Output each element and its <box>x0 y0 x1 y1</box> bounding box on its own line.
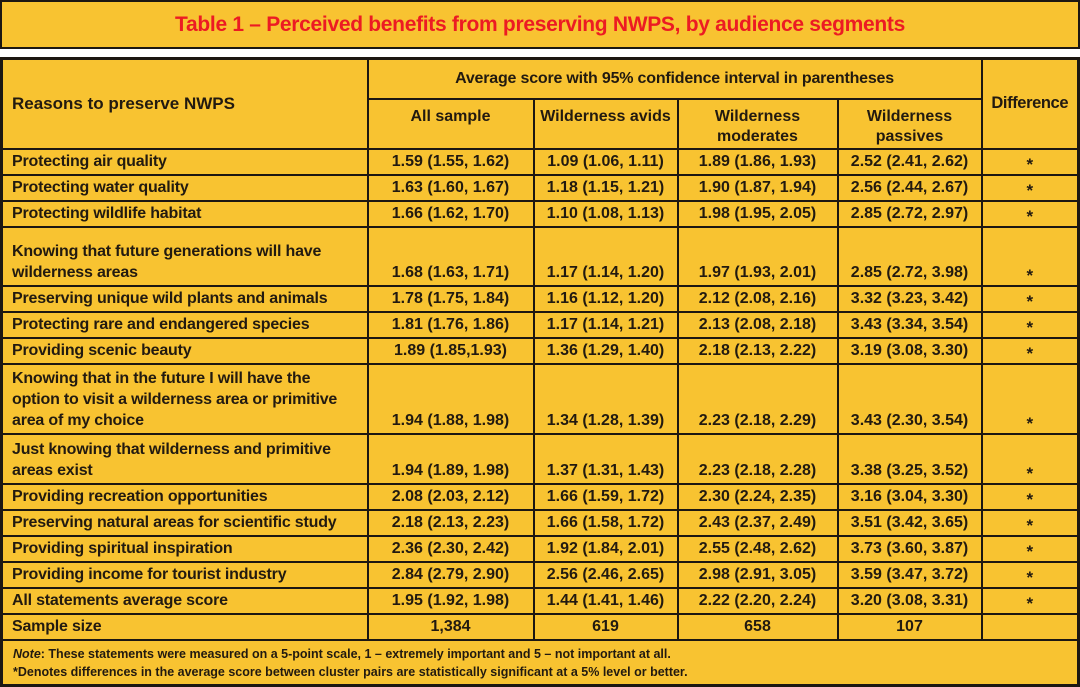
row-difference: * <box>982 286 1079 312</box>
row-value: 107 <box>838 614 982 640</box>
row-value: 3.59 (3.47, 3.72) <box>838 562 982 588</box>
row-difference: * <box>982 201 1079 227</box>
row-value: 2.22 (2.20, 2.24) <box>678 588 838 614</box>
row-difference: * <box>982 338 1079 364</box>
row-value: 1.81 (1.76, 1.86) <box>368 312 534 338</box>
row-value: 1.89 (1.86, 1.93) <box>678 149 838 175</box>
row-value: 3.73 (3.60, 3.87) <box>838 536 982 562</box>
row-value: 2.56 (2.44, 2.67) <box>838 175 982 201</box>
footnote-significance: *Denotes differences in the average score between cluster pairs are statistically significant at a 5% level or better. <box>13 664 688 679</box>
row-value: 1.17 (1.14, 1.21) <box>534 312 678 338</box>
row-value: 2.56 (2.46, 2.65) <box>534 562 678 588</box>
row-difference: * <box>982 536 1079 562</box>
row-value: 1.37 (1.31, 1.43) <box>534 434 678 484</box>
table-row <box>2 364 1079 434</box>
row-value: 1.63 (1.60, 1.67) <box>368 175 534 201</box>
row-value: 2.08 (2.03, 2.12) <box>368 484 534 510</box>
row-reason: Protecting wildlife habitat <box>2 201 368 227</box>
row-value: 2.84 (2.79, 2.90) <box>368 562 534 588</box>
row-value: 1.90 (1.87, 1.94) <box>678 175 838 201</box>
row-value: 2.23 (2.18, 2.29) <box>678 364 838 434</box>
row-value: 1.89 (1.85,1.93) <box>368 338 534 364</box>
row-reason: All statements average score <box>2 588 368 614</box>
row-reason: Providing income for tourist industry <box>2 562 368 588</box>
row-value: 3.20 (3.08, 3.31) <box>838 588 982 614</box>
table-row <box>2 536 1079 562</box>
row-value: 1.97 (1.93, 2.01) <box>678 227 838 286</box>
row-value: 3.51 (3.42, 3.65) <box>838 510 982 536</box>
row-value: 1.66 (1.59, 1.72) <box>534 484 678 510</box>
row-value: 1.78 (1.75, 1.84) <box>368 286 534 312</box>
row-reason: Providing scenic beauty <box>2 338 368 364</box>
row-difference: * <box>982 312 1079 338</box>
column-header-all-sample: All sample <box>368 99 534 149</box>
footnote-scale-note <box>13 645 1067 663</box>
row-value: 1.95 (1.92, 1.98) <box>368 588 534 614</box>
row-value: 1,384 <box>368 614 534 640</box>
row-value: 2.85 (2.72, 2.97) <box>838 201 982 227</box>
table-row <box>2 227 1079 286</box>
row-reason: Protecting rare and endangered species <box>2 312 368 338</box>
row-value: 2.13 (2.08, 2.18) <box>678 312 838 338</box>
row-reason: Sample size <box>2 614 368 640</box>
row-value: 1.09 (1.06, 1.11) <box>534 149 678 175</box>
row-value: 3.43 (3.34, 3.54) <box>838 312 982 338</box>
row-value: 1.17 (1.14, 1.20) <box>534 227 678 286</box>
table-row <box>2 484 1079 510</box>
row-value: 1.34 (1.28, 1.39) <box>534 364 678 434</box>
row-difference: * <box>982 434 1079 484</box>
row-value: 1.66 (1.62, 1.70) <box>368 201 534 227</box>
row-difference <box>982 614 1079 640</box>
row-difference: * <box>982 484 1079 510</box>
table-row <box>2 338 1079 364</box>
row-reason: Just knowing that wilderness and primitive areas exist <box>2 434 368 484</box>
table-title: Table 1 – Perceived benefits from preserving NWPS, by audience segments <box>175 12 905 36</box>
row-value: 1.10 (1.08, 1.13) <box>534 201 678 227</box>
row-difference: * <box>982 175 1079 201</box>
row-value: 3.16 (3.04, 3.30) <box>838 484 982 510</box>
column-header-wilderness-passives: Wilderness passives <box>838 99 982 149</box>
row-value: 2.18 (2.13, 2.23) <box>368 510 534 536</box>
row-value: 2.18 (2.13, 2.22) <box>678 338 838 364</box>
row-value: 3.32 (3.23, 3.42) <box>838 286 982 312</box>
footnote-row <box>2 640 1079 686</box>
row-difference: * <box>982 510 1079 536</box>
note-text: : These statements were measured on a 5-point scale, 1 – extremely important and 5 – not important at all. <box>40 646 671 661</box>
row-reason: Providing recreation opportunities <box>2 484 368 510</box>
row-value: 1.94 (1.89, 1.98) <box>368 434 534 484</box>
table-row <box>2 510 1079 536</box>
row-value: 2.52 (2.41, 2.62) <box>838 149 982 175</box>
table-row <box>2 588 1079 614</box>
row-value: 2.12 (2.08, 2.16) <box>678 286 838 312</box>
row-difference: * <box>982 227 1079 286</box>
title-table-divider <box>0 49 1080 57</box>
column-group-header-average-score: Average score with 95% confidence interval in parentheses <box>368 59 982 99</box>
row-value: 1.94 (1.88, 1.98) <box>368 364 534 434</box>
column-header-reasons: Reasons to preserve NWPS <box>2 59 368 149</box>
row-value: 1.16 (1.12, 1.20) <box>534 286 678 312</box>
row-reason: Preserving unique wild plants and animals <box>2 286 368 312</box>
row-value: 3.19 (3.08, 3.30) <box>838 338 982 364</box>
row-value: 3.38 (3.25, 3.52) <box>838 434 982 484</box>
row-value: 3.43 (2.30, 3.54) <box>838 364 982 434</box>
row-value: 2.98 (2.91, 3.05) <box>678 562 838 588</box>
row-value: 1.92 (1.84, 2.01) <box>534 536 678 562</box>
row-value: 658 <box>678 614 838 640</box>
row-value: 1.59 (1.55, 1.62) <box>368 149 534 175</box>
row-reason: Providing spiritual inspiration <box>2 536 368 562</box>
table-row <box>2 562 1079 588</box>
row-value: 1.44 (1.41, 1.46) <box>534 588 678 614</box>
row-reason: Preserving natural areas for scientific study <box>2 510 368 536</box>
row-value: 619 <box>534 614 678 640</box>
row-reason: Protecting air quality <box>2 149 368 175</box>
table-row <box>2 434 1079 484</box>
row-value: 2.55 (2.48, 2.62) <box>678 536 838 562</box>
row-reason: Protecting water quality <box>2 175 368 201</box>
column-header-wilderness-moderates: Wilderness moderates <box>678 99 838 149</box>
row-value: 1.18 (1.15, 1.21) <box>534 175 678 201</box>
table-row <box>2 175 1079 201</box>
table-row <box>2 614 1079 640</box>
row-difference: * <box>982 588 1079 614</box>
row-value: 2.36 (2.30, 2.42) <box>368 536 534 562</box>
row-difference: * <box>982 149 1079 175</box>
row-value: 1.98 (1.95, 2.05) <box>678 201 838 227</box>
table-row <box>2 201 1079 227</box>
table-row <box>2 286 1079 312</box>
column-header-wilderness-avids: Wilderness avids <box>534 99 678 149</box>
row-value: 2.30 (2.24, 2.35) <box>678 484 838 510</box>
row-difference: * <box>982 364 1079 434</box>
row-value: 2.85 (2.72, 3.98) <box>838 227 982 286</box>
row-reason: Knowing that future generations will have wilderness areas <box>2 227 368 286</box>
table-row <box>2 149 1079 175</box>
table-row <box>2 312 1079 338</box>
table-title-band <box>0 0 1080 49</box>
note-label: Note <box>13 646 41 661</box>
row-value: 1.36 (1.29, 1.40) <box>534 338 678 364</box>
row-reason: Knowing that in the future I will have the option to visit a wilderness area or primitive area of my choice <box>2 364 368 434</box>
column-header-difference: Difference <box>982 59 1079 149</box>
benefits-table <box>0 57 1080 687</box>
row-value: 2.43 (2.37, 2.49) <box>678 510 838 536</box>
header-row-group <box>2 59 1079 99</box>
footnotes <box>2 640 1079 686</box>
row-difference: * <box>982 562 1079 588</box>
row-value: 1.66 (1.58, 1.72) <box>534 510 678 536</box>
row-value: 1.68 (1.63, 1.71) <box>368 227 534 286</box>
row-value: 2.23 (2.18, 2.28) <box>678 434 838 484</box>
